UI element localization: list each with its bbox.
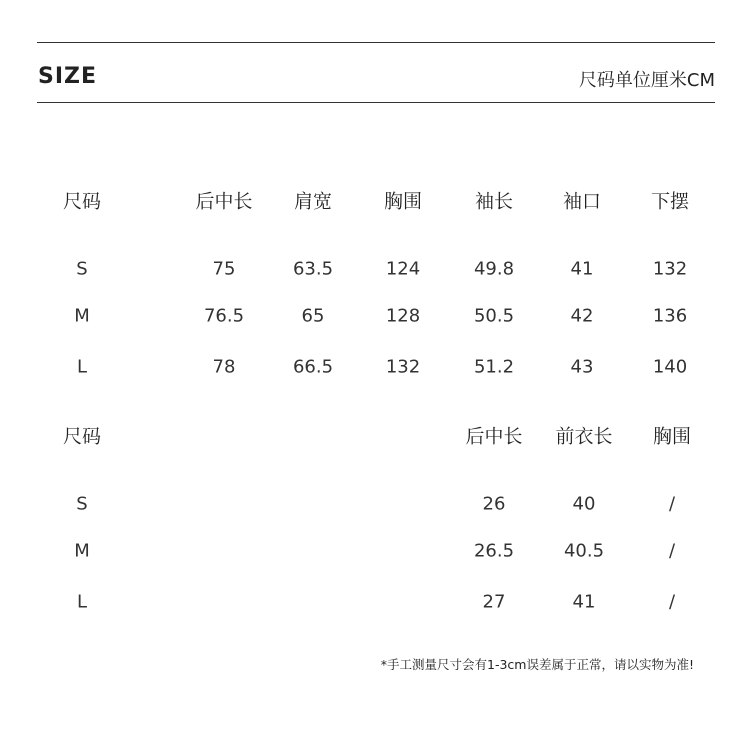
table-cell: / [668,591,676,613]
table-cell: 132 [652,258,688,280]
column-header: 下摆 [650,190,690,213]
table-cell: 140 [652,356,688,378]
table-cell: / [668,540,676,562]
table-cell: 132 [385,356,421,378]
column-header: 肩宽 [293,190,333,213]
row-size-label: M [74,540,90,562]
row-size-label: L [76,356,88,378]
table-cell: 124 [385,258,421,280]
table-cell: 66.5 [292,356,334,378]
table-cell: 26.5 [473,540,515,562]
table-cell: 42 [570,305,594,327]
header-divider [37,102,715,103]
unit-label: 尺码单位厘米CM [578,70,715,91]
table-cell: 26 [482,493,506,515]
table-cell: 63.5 [292,258,334,280]
table-cell: 27 [482,591,506,613]
table-cell: 50.5 [473,305,515,327]
table-cell: 40.5 [563,540,605,562]
column-header: 袖口 [562,190,602,213]
row-size-label: S [76,493,88,515]
row-size-label: M [74,305,90,327]
column-header: 尺码 [62,190,102,213]
row-size-label: L [76,591,88,613]
table-cell: 128 [385,305,421,327]
column-header: 胸围 [652,425,692,448]
measurement-footnote: *手工测量尺寸会有1-3cm误差属于正常，请以实物为准! [380,657,694,672]
table-cell: 75 [212,258,236,280]
table-cell: 65 [301,305,325,327]
column-header: 前衣长 [555,425,613,448]
table-cell: / [668,493,676,515]
table-cell: 41 [572,591,596,613]
table-cell: 78 [212,356,236,378]
column-header: 后中长 [465,425,523,448]
table-cell: 40 [572,493,596,515]
table-cell: 49.8 [473,258,515,280]
top-divider [37,42,715,43]
table-cell: 136 [652,305,688,327]
column-header: 尺码 [62,425,102,448]
table-cell: 43 [570,356,594,378]
column-header: 后中长 [195,190,253,213]
table-cell: 76.5 [203,305,245,327]
size-title: SIZE [38,64,98,89]
table-cell: 41 [570,258,594,280]
column-header: 胸围 [383,190,423,213]
table-cell: 51.2 [473,356,515,378]
row-size-label: S [76,258,88,280]
column-header: 袖长 [474,190,514,213]
